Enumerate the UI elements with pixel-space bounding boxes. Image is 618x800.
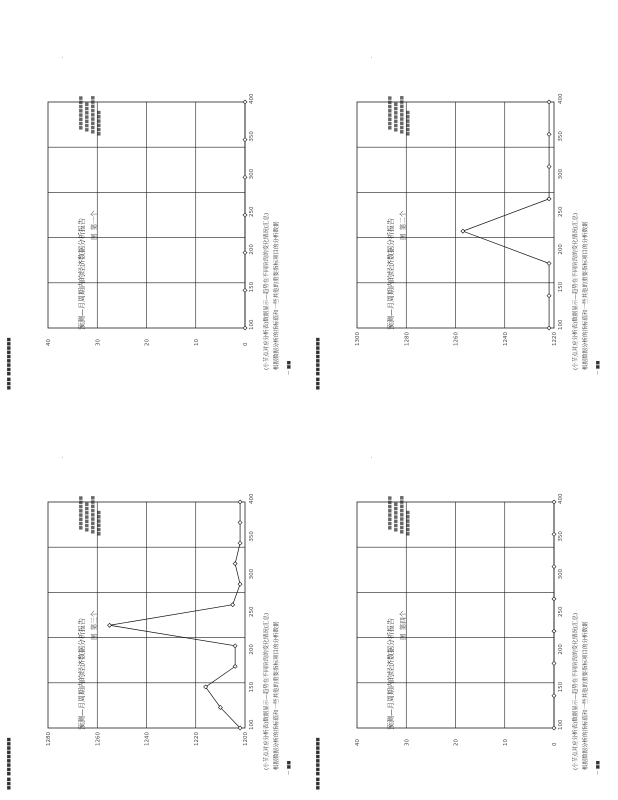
y-tick-label: 40 <box>355 739 361 746</box>
data-point <box>547 165 551 169</box>
x-tick-label: 300 <box>249 168 255 180</box>
chart-top-right <box>309 0 618 400</box>
data-point <box>243 138 247 142</box>
x-tick-label: 150 <box>249 281 255 293</box>
x-tick-label: 250 <box>249 606 255 617</box>
chart-bottom-right <box>309 400 618 800</box>
y-tick-label: 10 <box>193 339 200 346</box>
x-tick-label: 400 <box>249 93 255 104</box>
chart-svg <box>309 0 618 400</box>
legend-entry: ■■■■■■ <box>406 510 411 536</box>
chart-bottom-left <box>0 400 309 800</box>
data-point <box>461 229 465 233</box>
y-tick-label: 1240 <box>502 332 509 346</box>
x-tick-label: 100 <box>249 719 255 730</box>
x-tick-label: 250 <box>558 206 564 217</box>
chart-subtitle: 图_第三个 <box>90 610 98 640</box>
chart-title: 预测—月周期内的经济数据分析报告 <box>78 618 86 730</box>
data-point <box>238 521 242 525</box>
data-point <box>547 294 551 298</box>
data-point <box>238 582 242 586</box>
chart-top-left <box>0 0 309 400</box>
data-point <box>547 197 551 201</box>
legend-entry: ■■■■■■■ <box>394 102 399 132</box>
chart-title: 预测—月周期内的经济数据分析报告 <box>78 218 86 330</box>
legend-entry: ■■■■■■■■ <box>388 95 393 130</box>
data-point <box>552 661 556 665</box>
data-point <box>552 500 556 504</box>
legend-entry: ■■■■■■ <box>406 110 411 136</box>
chart-caption-line: (小节点对应分析表)数据显示—趋势在不同阶段的变化情况(汇总) <box>573 212 579 370</box>
data-point <box>233 664 237 668</box>
legend-entry: ■■■■■■ <box>97 110 102 136</box>
x-tick-label: 150 <box>558 281 564 293</box>
y-tick-label: 0 <box>552 742 558 746</box>
x-tick-label: 300 <box>558 568 564 580</box>
x-tick-label: 400 <box>249 493 255 504</box>
y-tick-label: 30 <box>404 739 411 746</box>
page-tag: ■■■ ■■■■■■■■■ <box>316 337 321 390</box>
page-tag: ■■■ ■■■■■■■■■ <box>7 337 12 390</box>
chart-caption-line: 根据数据分析的指标值和一些其他的重要指标项目的分析数据 <box>583 621 589 770</box>
chart-subtitle: 图_第二个 <box>399 210 407 240</box>
data-point <box>238 541 242 545</box>
data-point <box>547 326 551 330</box>
chart-title: 预测—月周期内的经济数据分析报告 <box>387 218 395 330</box>
x-tick-label: 200 <box>249 644 256 655</box>
y-tick-label: 1200 <box>243 732 249 746</box>
legend-entry: ■■■■■■■■■ <box>400 495 405 534</box>
data-point <box>552 532 556 536</box>
chart-caption-line: (小节点对应分析表)数据显示—趋势在不同阶段的变化情况(汇总) <box>264 612 270 770</box>
x-tick-label: 100 <box>558 719 564 730</box>
chart-title: 预测—月周期内的经济数据分析报告 <box>387 618 395 730</box>
x-tick-label: 350 <box>558 131 564 142</box>
data-point <box>552 629 556 633</box>
legend-entry: ■■■■■■■■ <box>79 95 84 130</box>
data-point <box>231 603 235 607</box>
data-point <box>243 288 247 292</box>
data-point <box>547 132 551 136</box>
data-point <box>552 726 556 730</box>
page-marker: · <box>60 56 66 58</box>
y-tick-label: 1280 <box>404 332 411 346</box>
page-marker: · <box>60 456 66 458</box>
legend-entry: ■■■■■■■ <box>85 502 90 532</box>
x-tick-label: 300 <box>558 168 564 180</box>
data-point <box>243 100 247 104</box>
legend-entry: ■■■■■■■■■ <box>91 95 96 134</box>
x-tick-label: 400 <box>558 93 564 104</box>
data-point <box>547 100 551 104</box>
y-tick-label: 1220 <box>552 332 558 346</box>
x-tick-label: 200 <box>249 244 256 255</box>
page-tag: ■■■ ■■■■■■■■■ <box>7 737 12 790</box>
y-tick-label: 1240 <box>144 732 151 746</box>
x-tick-label: 200 <box>558 244 564 255</box>
x-tick-label: 350 <box>558 531 564 542</box>
y-tick-label: 20 <box>144 339 151 346</box>
data-point <box>243 213 247 217</box>
y-tick-label: 1300 <box>355 332 361 346</box>
data-point <box>243 251 247 255</box>
x-tick-label: 400 <box>558 493 564 504</box>
legend-entry: ■■■■■■■■ <box>79 495 84 530</box>
legend-entry: ■■■■■■■ <box>394 502 399 532</box>
x-tick-label: 100 <box>558 319 564 330</box>
chart-caption-line: 根据数据分析的指标值和一些其他的重要指标项目的分析数据 <box>583 221 589 370</box>
y-tick-label: 20 <box>453 739 460 746</box>
series-line <box>110 502 241 728</box>
data-point <box>552 597 556 601</box>
chart-svg <box>0 0 309 400</box>
chart-caption-line: (小节点对应分析表)数据显示—趋势在不同阶段的变化情况(汇总) <box>264 212 270 370</box>
x-tick-label: 200 <box>558 644 564 655</box>
data-point <box>552 565 556 569</box>
y-tick-label: 30 <box>95 339 102 346</box>
page-tag: ■■■ ■■■■■■■■■ <box>316 737 321 790</box>
legend-entry: ■■■■■■■■ <box>388 495 393 530</box>
legend-entry: ■■■■■■■■■ <box>400 95 405 134</box>
x-tick-label: 100 <box>249 319 255 330</box>
y-tick-label: 10 <box>502 739 509 746</box>
y-tick-label: 1280 <box>46 732 52 746</box>
y-tick-label: 40 <box>46 339 52 346</box>
y-tick-label: 1220 <box>193 732 200 746</box>
data-point <box>547 261 551 265</box>
chart-svg <box>309 400 618 800</box>
x-tick-label: 150 <box>249 681 255 693</box>
chart-caption-line: (小节点对应分析表)数据显示—趋势在不同阶段的变化情况(汇总) <box>573 612 579 770</box>
data-point <box>243 326 247 330</box>
y-tick-label: 1260 <box>453 332 460 346</box>
x-tick-label: 150 <box>558 681 564 693</box>
data-point <box>233 562 237 566</box>
data-point <box>238 500 242 504</box>
data-point <box>108 623 112 627</box>
page-marker: · <box>369 456 375 458</box>
chart-caption-line: 根据数据分析的指标值和一些其他的重要指标项目的分析数据 <box>274 621 280 770</box>
x-tick-label: 250 <box>558 606 564 617</box>
side-label: — ■■ <box>596 360 601 375</box>
legend-entry: ■■■■■■■ <box>85 102 90 132</box>
y-tick-label: 1260 <box>95 732 102 746</box>
data-point <box>243 175 247 179</box>
data-point <box>552 694 556 698</box>
side-label: — ■■ <box>287 360 292 375</box>
legend-entry: ■■■■■■■■■ <box>91 495 96 534</box>
series-line <box>463 102 549 328</box>
y-tick-label: 0 <box>243 342 249 346</box>
side-label: — ■■ <box>287 760 292 775</box>
legend-entry: ■■■■■■ <box>97 510 102 536</box>
chart-subtitle: 图_第一个 <box>90 210 98 240</box>
page-marker: · <box>369 56 375 58</box>
side-label: — ■■ <box>596 760 601 775</box>
data-point <box>233 644 237 648</box>
x-tick-label: 350 <box>249 531 255 542</box>
x-tick-label: 300 <box>249 568 255 580</box>
chart-subtitle: 图_第四个 <box>399 610 407 640</box>
chart-caption-line: 根据数据分析的指标值和一些其他的重要指标项目的分析数据 <box>274 221 280 370</box>
chart-svg <box>0 400 309 800</box>
x-tick-label: 350 <box>249 131 255 142</box>
x-tick-label: 250 <box>249 206 255 217</box>
